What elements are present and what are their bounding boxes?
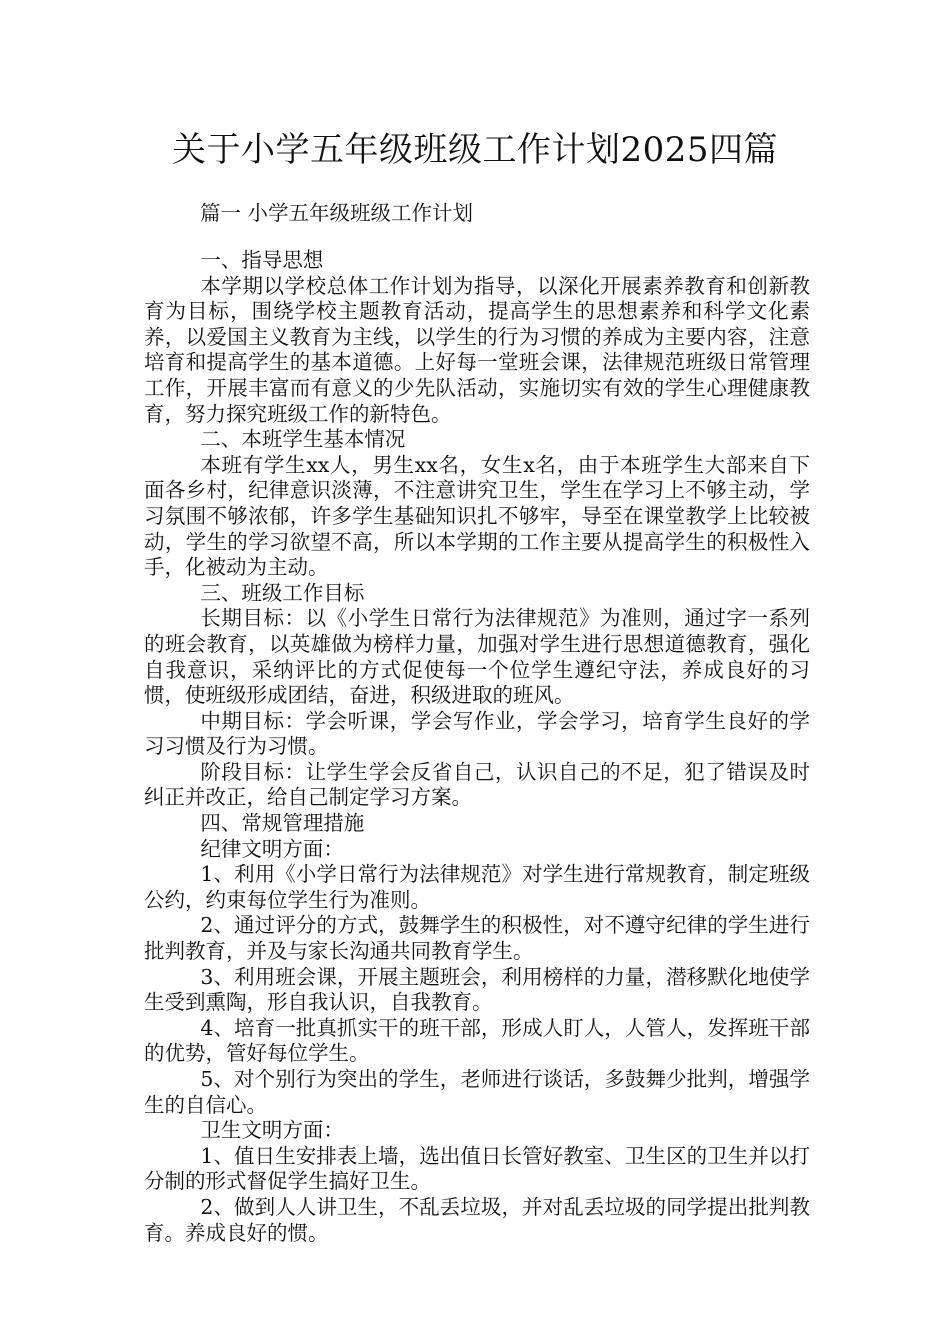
body-paragraph: 本班有学生xx人，男生xx名，女生x名，由于本班学生大部来自下面各乡村，纪律意识淡薄，不注意讲究卫生，学生在学习上不够主动，学习氛围不够浓郁，许多学生基础知识扎不够牢，导至在课堂教学上比较被动，学生的学习欲望不高，所以本学期的工作主要从提高学生的积极性入手，化被动为主动。 bbox=[144, 452, 810, 580]
document-body bbox=[144, 248, 810, 1246]
list-item: 4、培育一批真抓实干的班干部，形成人盯人，人管人，发挥班干部的优势，管好每位学生。 bbox=[144, 1015, 810, 1066]
section-heading: 三、班级工作目标 bbox=[200, 580, 365, 605]
body-paragraph: 阶段目标：让学生学会反省自己，认识自己的不足，犯了错误及时纠正并改正，给自己制定学习方案。 bbox=[144, 759, 810, 810]
list-item: 2、做到人人讲卫生，不乱丢垃圾，并对乱丢垃圾的同学提出批判教育。养成良好的惯。 bbox=[144, 1194, 810, 1245]
section-heading: 一、指导思想 bbox=[200, 248, 324, 272]
list-item: 3、利用班会课，开展主题班会，利用榜样的力量，潜移默化地使学生受到熏陶，形自我认识，自我教育。 bbox=[144, 964, 810, 1015]
document-title: 关于小学五年级班级工作计划2025四篇 bbox=[171, 130, 779, 170]
list-item: 1、利用《小学日常行为法律规范》对学生进行常规教育，制定班级公约，约束每位学生行为准则。 bbox=[144, 862, 810, 912]
body-paragraph: 本学期以学校总体工作计划为指导，以深化开展素养教育和创新教育为目标，围绕学校主题教育活动，提高学生的思想素养和科学文化素养，以爱国主义教育为主线，以学生的行为习惯的养成为主要内容，注意培育和提高学生的基本道德。上好每一堂班会课，法律规范班级日常管理工作，开展丰富而有意义的少先队活动，实施切实有效的学生心理健康教育，努力探究班级工作的新特色。 bbox=[144, 273, 810, 426]
list-item: 1、值日生安排表上墙，选出值日长管好教室、卫生区的卫生并以打分制的形式督促学生搞好卫生。 bbox=[144, 1143, 810, 1194]
subsection-heading: 纪律文明方面： bbox=[200, 836, 344, 861]
section-heading: 四、常规管理措施 bbox=[200, 811, 365, 836]
body-paragraph: 长期目标：以《小学生日常行为法律规范》为准则，通过字一系列的班会教育，以英雄做为榜样力量，加强对学生进行思想道德教育，强化自我意识，采纳评比的方式促使每一个位学生遵纪守法，养成良好的习惯，使班级形成团结，奋进，积级进取的班风。 bbox=[144, 606, 810, 708]
section-heading: 二、本班学生基本情况 bbox=[200, 427, 406, 452]
list-item: 5、对个别行为突出的学生，老师进行谈话，多鼓舞少批判，增强学生的自信心。 bbox=[144, 1067, 810, 1117]
body-paragraph: 中期目标：学会听课，学会写作业，学会学习，培育学生良好的学习习惯及行为习惯。 bbox=[144, 708, 810, 759]
section-subtitle: 篇一 小学五年级班级工作计划 bbox=[200, 201, 474, 225]
subsection-heading: 卫生文明方面： bbox=[200, 1118, 344, 1143]
list-item: 2、通过评分的方式，鼓舞学生的积极性，对不遵守纪律的学生进行批判教育，并及与家长沟通共同教育学生。 bbox=[144, 913, 810, 964]
